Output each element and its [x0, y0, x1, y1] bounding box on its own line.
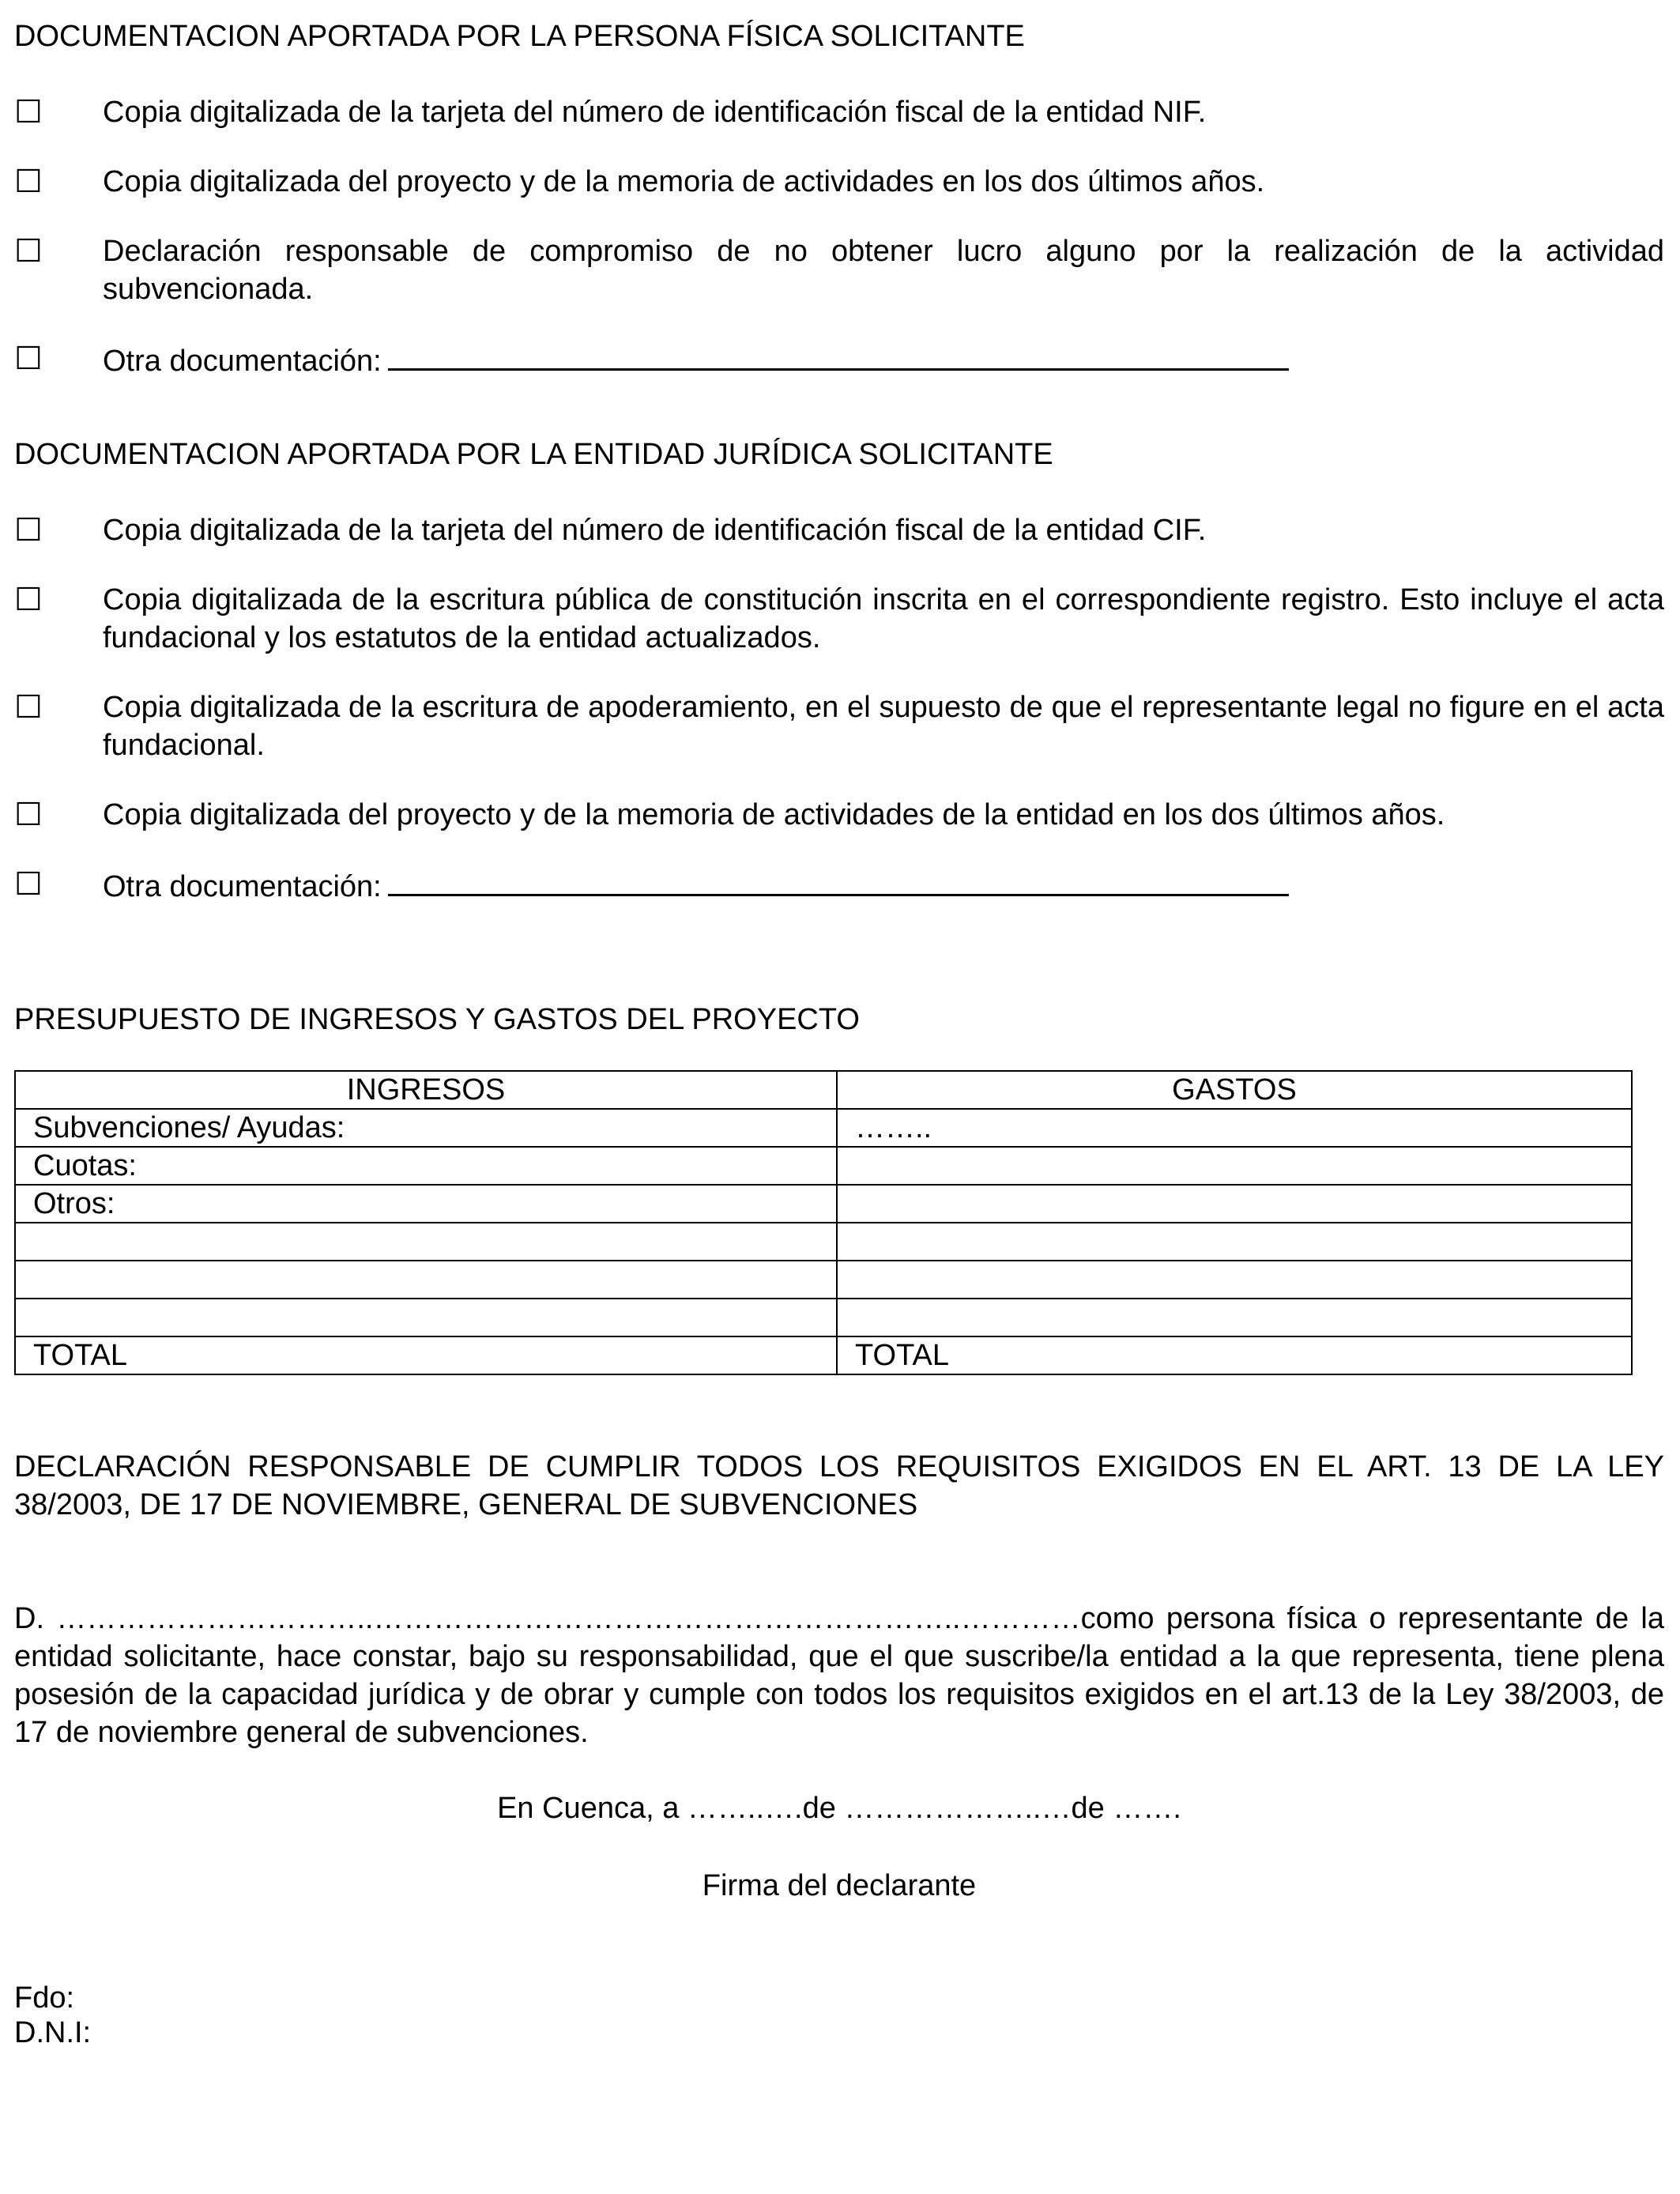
item-text-otra — [103, 865, 1664, 906]
table-row — [15, 1185, 1632, 1223]
ingresos-cell[interactable] — [15, 1223, 837, 1261]
place-date-line: En Cuenca, a ……..….de ………………..…de ……. — [497, 1792, 1181, 1825]
table-total-row — [15, 1336, 1632, 1374]
item-text: Copia digitalizada del proyecto y de la memoria de actividades de la entidad en los dos últimos años. — [103, 798, 1445, 831]
table-header-row — [15, 1071, 1632, 1109]
list-item — [14, 93, 1664, 131]
column-header-gastos: GASTOS — [837, 1071, 1632, 1109]
gastos-cell[interactable] — [837, 1147, 1632, 1185]
list-item — [14, 581, 1664, 657]
heading-declaracion: DECLARACIÓN RESPONSABLE DE CUMPLIR TODOS LOS REQUISITOS EXIGIDOS EN EL ART. 13 DE LA LEY 38/2003, DE 17 DE NOVIEMBRE, GENERAL DE SUBVENCIONES — [14, 1450, 1664, 1521]
table-row — [15, 1299, 1632, 1336]
list-item — [14, 688, 1664, 764]
table-row — [15, 1223, 1632, 1261]
checkbox-declaracion-lucro[interactable]: ☐ — [14, 234, 43, 269]
item-text: Declaración responsable de compromiso de no obtener lucro alguno por la realización de la actividad subvencionada. — [103, 235, 1664, 306]
ingresos-cell[interactable] — [15, 1299, 837, 1336]
item-text: Copia digitalizada de la tarjeta del número de identificación fiscal de la entidad CIF. — [103, 514, 1207, 547]
signature-label: Firma del declarante — [702, 1869, 977, 1902]
ingresos-cell[interactable]: Cuotas: — [15, 1147, 837, 1185]
list-item — [14, 796, 1664, 834]
list-persona-fisica — [14, 93, 1664, 380]
list-item — [14, 865, 1664, 906]
checkbox-proyecto[interactable]: ☐ — [14, 164, 43, 199]
list-item — [14, 340, 1664, 380]
item-text: Copia digitalizada de la tarjeta del número de identificación fiscal de la entidad NIF. — [103, 96, 1207, 129]
checkbox-cif[interactable]: ☐ — [14, 513, 43, 548]
otra-documentacion-label: Otra documentación: — [103, 345, 382, 378]
otra-documentacion-field[interactable] — [388, 340, 1289, 371]
heading-persona-fisica: DOCUMENTACION APORTADA POR LA PERSONA FÍSICA SOLICITANTE — [14, 20, 1025, 53]
budget-table — [14, 1070, 1633, 1375]
declaration-body: D. …………………………..…………………………………………………..…………como persona física o representante de la entidad solicitante, hace constar, bajo su responsabilidad, que el que suscribe/la entidad a la que representa, tiene plena posesión de la capacidad jurídica y de obrar y cumple con todos los requisitos exigidos en el art.13 de la Ley 38/2003, de 17 de noviembre general de subvenciones. — [14, 1602, 1664, 1749]
list-item — [14, 232, 1664, 308]
item-text-otra — [103, 340, 1664, 380]
fdo-label: Fdo: — [14, 1981, 75, 2015]
otra-documentacion-label: Otra documentación: — [103, 870, 382, 903]
heading-entidad-juridica: DOCUMENTACION APORTADA POR LA ENTIDAD JURÍDICA SOLICITANTE — [14, 438, 1053, 471]
item-text: Copia digitalizada de la escritura pública de constitución inscrita en el correspondiente registro. Esto incluye el acta fundacional y los estatutos de la entidad actualizados. — [103, 583, 1664, 654]
list-item — [14, 163, 1664, 201]
checkbox-nif[interactable]: ☐ — [14, 95, 43, 130]
ingresos-cell[interactable] — [15, 1261, 837, 1299]
table-row — [15, 1147, 1632, 1185]
gastos-cell[interactable] — [837, 1185, 1632, 1223]
ingresos-cell[interactable]: Otros: — [15, 1185, 837, 1223]
gastos-cell[interactable] — [837, 1223, 1632, 1261]
list-entidad-juridica — [14, 511, 1664, 906]
dni-label: D.N.I: — [14, 2016, 92, 2049]
checkbox-proyecto-entidad[interactable]: ☐ — [14, 797, 43, 832]
column-header-ingresos: INGRESOS — [15, 1071, 837, 1109]
otra-documentacion-field[interactable] — [388, 865, 1289, 896]
table-row — [15, 1261, 1632, 1299]
total-ingresos-cell[interactable]: TOTAL — [15, 1336, 837, 1374]
list-item — [14, 511, 1664, 549]
item-text: Copia digitalizada de la escritura de apoderamiento, en el supuesto de que el representante legal no figure en el acta fundacional. — [103, 691, 1664, 762]
ingresos-cell[interactable]: Subvenciones/ Ayudas: — [15, 1109, 837, 1147]
item-text: Copia digitalizada del proyecto y de la memoria de actividades en los dos últimos años. — [103, 165, 1265, 198]
checkbox-otra-documentacion[interactable]: ☐ — [14, 341, 43, 376]
gastos-cell[interactable] — [837, 1261, 1632, 1299]
total-gastos-cell[interactable]: TOTAL — [837, 1336, 1632, 1374]
heading-presupuesto: PRESUPUESTO DE INGRESOS Y GASTOS DEL PROYECTO — [14, 1003, 860, 1036]
checkbox-otra-documentacion-entidad[interactable]: ☐ — [14, 867, 43, 902]
table-row — [15, 1109, 1632, 1147]
gastos-cell[interactable] — [837, 1299, 1632, 1336]
document-page — [14, 17, 1664, 2080]
gastos-cell[interactable]: …….. — [837, 1109, 1632, 1147]
checkbox-apoderamiento[interactable]: ☐ — [14, 690, 43, 725]
checkbox-escritura-constitucion[interactable]: ☐ — [14, 582, 43, 617]
